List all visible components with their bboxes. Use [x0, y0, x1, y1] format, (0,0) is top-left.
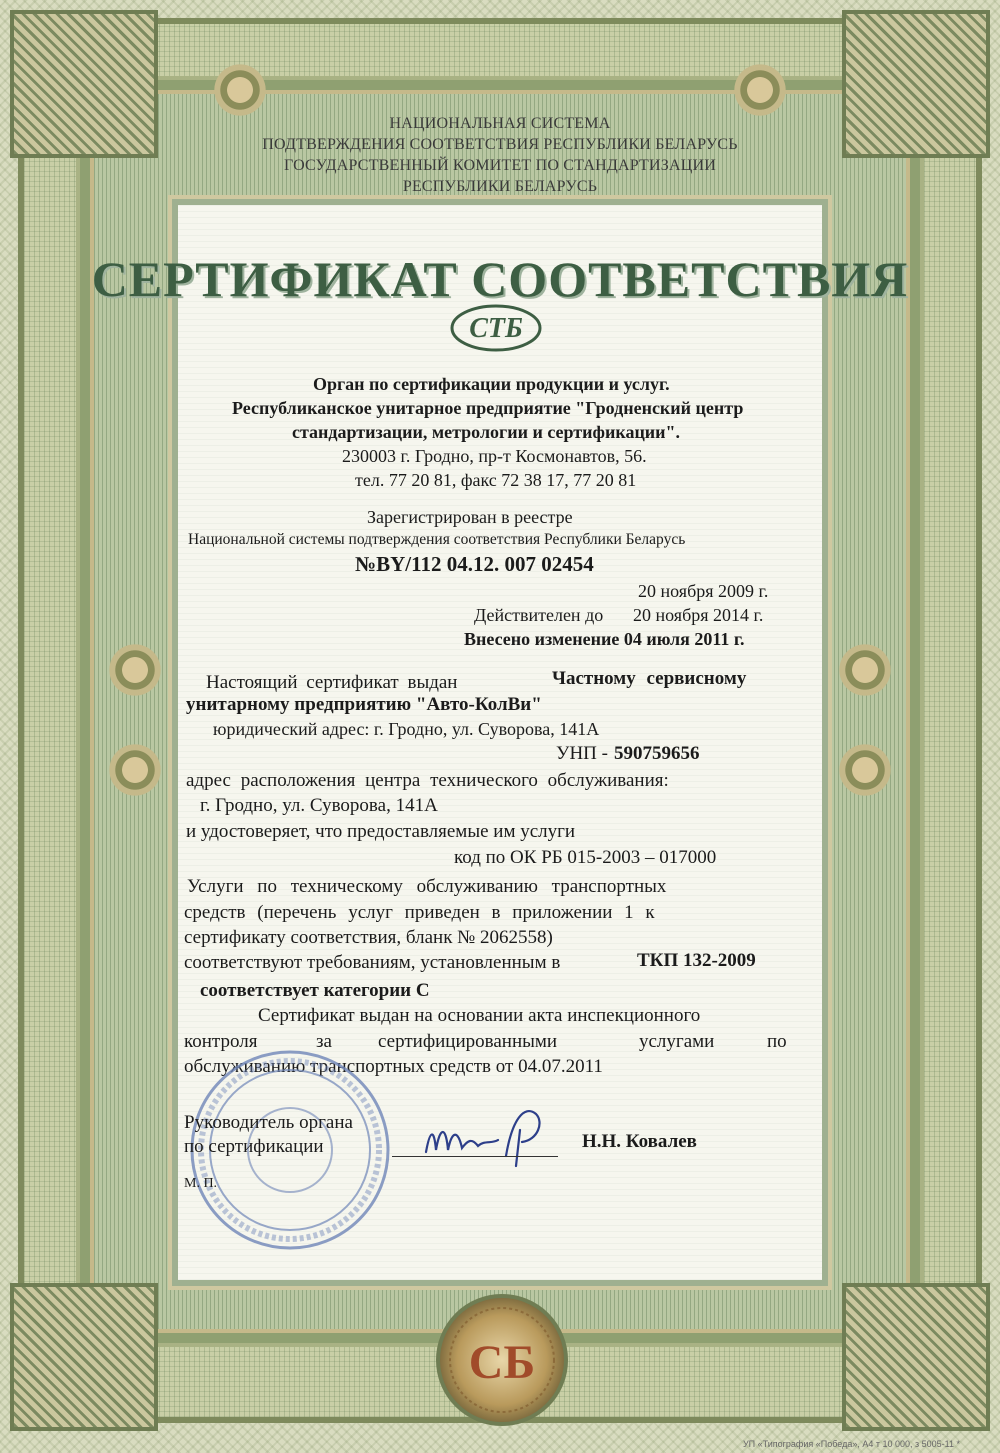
top-ornament — [210, 60, 270, 120]
stb-logo — [448, 302, 544, 354]
basis-text: услугами — [639, 1031, 715, 1052]
issuer-phones: тел. 77 20 81, факс 72 38 17, 77 20 81 — [355, 470, 637, 490]
signatory-name: Н.Н. Ковалев — [582, 1131, 697, 1152]
issuer-address: 230003 г. Гродно, пр-т Космонавтов, 56. — [342, 446, 647, 466]
holder-name: унитарному предприятию "Авто-КолВи" — [186, 694, 542, 715]
registry-label: Зарегистрирован в реестре — [367, 507, 573, 527]
stamp-place-label: М. П. — [184, 1176, 218, 1191]
corner-ornament — [842, 1283, 990, 1431]
certificate-number: №BY/112 04.12. 007 02454 — [355, 552, 594, 576]
side-ornament — [835, 740, 895, 800]
stb-logo-text: СТБ — [469, 313, 523, 344]
print-note: УП «Типография «Победа», А4 т 10 000, з 5005-11 * — [742, 1439, 960, 1449]
certifies-text: и удостоверяет, что предоставляемые им услуги — [186, 821, 576, 842]
category-text: соответствует категории С — [200, 980, 430, 1001]
services-text: Услуги по техническому обслуживанию транспортных — [187, 876, 667, 897]
legal-address: юридический адрес: г. Гродно, ул. Суворова, 141А — [213, 719, 600, 739]
side-ornament — [105, 640, 165, 700]
seal-mark-text: СБ — [468, 1336, 536, 1389]
service-center-label: адрес расположения центра технического обслуживания: — [186, 770, 669, 791]
corner-ornament — [10, 1283, 158, 1431]
unp-label: УНП - — [556, 743, 608, 764]
basis-text: контроля — [184, 1031, 258, 1052]
basis-text: обслуживанию транспортных средств от 04.07.2011 — [184, 1056, 603, 1077]
unp-value: 590759656 — [614, 743, 700, 764]
hologram-seal — [432, 1290, 572, 1430]
side-ornament — [105, 740, 165, 800]
issuer-line: Республиканское унитарное предприятие "Гродненский центр — [232, 398, 744, 418]
signatory-role: Руководитель органа — [184, 1112, 353, 1133]
signature-line — [392, 1156, 558, 1157]
side-ornament — [835, 640, 895, 700]
standard-ref: ТКП 132-2009 — [637, 950, 756, 971]
services-text: средств (перечень услуг приведен в приложении 1 к — [184, 902, 655, 923]
holder-name: Частному сервисному — [552, 668, 747, 689]
handwritten-signature — [412, 1100, 562, 1170]
services-text: сертификату соответствия, бланк № 2062558) — [184, 927, 553, 948]
registration-date: 20 ноября 2009 г. — [638, 581, 769, 601]
top-ornament — [730, 60, 790, 120]
basis-text: Сертификат выдан на основании акта инспекционного — [258, 1005, 701, 1026]
header-line: ГОСУДАРСТВЕННЫЙ КОМИТЕТ ПО СТАНДАРТИЗАЦИИ — [284, 157, 716, 174]
header-line: РЕСПУБЛИКИ БЕЛАРУСЬ — [402, 178, 598, 195]
classification-code: код по ОК РБ 015-2003 – 017000 — [454, 847, 717, 868]
certificate-title: СЕРТИФИКАТ СООТВЕТСТВИЯ — [91, 251, 909, 307]
issued-to-label: Настоящий сертификат выдан — [206, 672, 458, 693]
requirements-text: соответствуют требованиям, установленным в — [184, 952, 561, 973]
valid-until-date: 20 ноября 2014 г. — [633, 605, 764, 625]
basis-text: по — [767, 1031, 787, 1052]
header-line: НАЦИОНАЛЬНАЯ СИСТЕМА — [389, 115, 611, 132]
header-line: ПОДТВЕРЖДЕНИЯ СООТВЕТСТВИЯ РЕСПУБЛИКИ БЕЛАРУСЬ — [262, 136, 738, 153]
amendment-note: Внесено изменение 04 июля 2011 г. — [464, 629, 745, 649]
issuer-line: стандартизации, метрологии и сертификации". — [292, 422, 681, 442]
valid-until-label: Действителен до — [474, 605, 604, 625]
basis-text: за — [316, 1031, 332, 1052]
basis-text: сертифицированными — [378, 1031, 558, 1052]
signatory-role: по сертификации — [184, 1136, 324, 1157]
service-center-address: г. Гродно, ул. Суворова, 141А — [200, 795, 438, 816]
registry-system: Национальной системы подтверждения соответствия Республики Беларусь — [188, 531, 686, 548]
issuer-line: Орган по сертификации продукции и услуг. — [313, 374, 670, 394]
